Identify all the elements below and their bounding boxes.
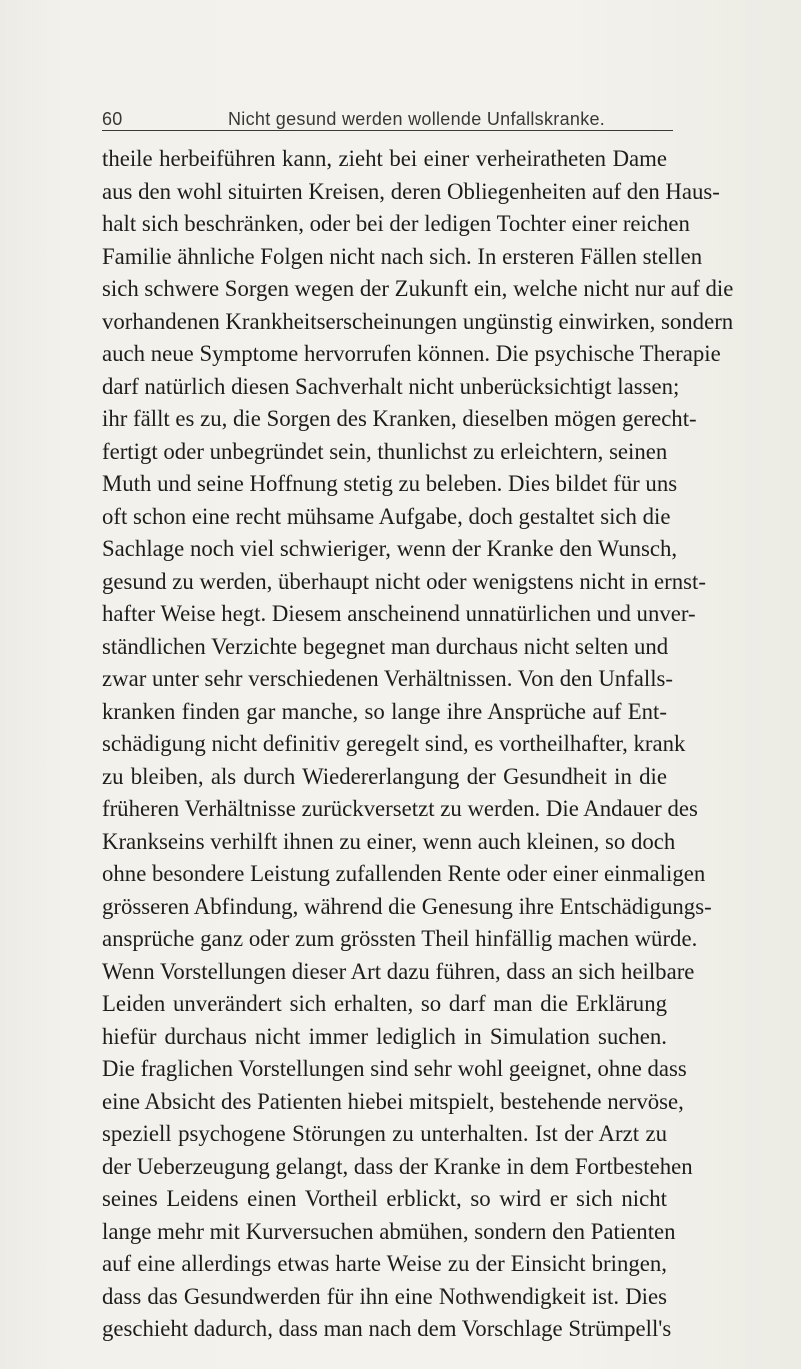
- text-line: hiefür durchaus nicht immer lediglich in Simulation suchen.: [102, 1023, 667, 1049]
- text-line: Familie ähnliche Folgen nicht nach sich. In ersteren Fällen stellen: [102, 243, 703, 269]
- text-line: ihr fällt es zu, die Sorgen des Kranken, dieselben mögen gerecht-: [102, 406, 697, 431]
- text-line: Die fraglichen Vorstellungen sind sehr wohl geeignet, ohne dass: [102, 1056, 687, 1081]
- text-line: oft schon eine recht mühsame Aufgabe, doch gestaltet sich die: [102, 503, 671, 529]
- text-line: Sachlage noch viel schwieriger, wenn der Kranke den Wunsch,: [102, 536, 678, 561]
- text-line: Wenn Vorstellungen dieser Art dazu führen, dass an sich heilbare: [102, 958, 695, 984]
- text-line: ansprüche ganz oder zum grössten Theil hinfällig machen würde.: [102, 926, 698, 951]
- page-number: 60: [102, 109, 123, 129]
- text-line: kranken finden gar manche, so lange ihre Ansprüche auf Ent-: [102, 698, 667, 724]
- text-line: theile herbeiführen kann, zieht bei einer verheiratheten Dame: [102, 146, 667, 171]
- text-line: vorhandenen Krankheitserscheinungen ungünstig einwirken, sondern: [102, 308, 734, 334]
- text-line: aus den wohl situirten Kreisen, deren Obliegenheiten auf den Haus-: [102, 178, 720, 204]
- text-line: Muth und seine Hoffnung stetig zu beleben. Dies bildet für uns: [102, 471, 678, 496]
- text-line: speziell psychogene Störungen zu unterhalten. Ist der Arzt zu: [102, 1121, 667, 1146]
- page-header: [102, 104, 673, 131]
- text-line: zu bleiben, als durch Wiedererlangung der Gesundheit in die: [102, 763, 667, 789]
- text-line: schädigung nicht definitiv geregelt sind, es vortheilhafter, krank: [102, 731, 686, 756]
- text-line: eine Absicht des Patienten hiebei mitspielt, bestehende nervöse,: [102, 1088, 684, 1114]
- text-line: fertigt oder unbegründet sein, thunlichst zu erleichtern, seinen: [102, 438, 668, 464]
- text-line: lange mehr mit Kurversuchen abmühen, sondern den Patienten: [102, 1218, 676, 1244]
- text-line: dass das Gesundwerden für ihn eine Nothwendigkeit ist. Dies: [102, 1283, 667, 1309]
- text-line: geschieht dadurch, dass man nach dem Vorschlage Strümpell's: [102, 1316, 672, 1341]
- text-line: hafter Weise hegt. Diesem anscheinend unnatürlichen und unver-: [102, 601, 696, 626]
- text-line: früheren Verhältnisse zurückversetzt zu werden. Die Andauer des: [102, 796, 698, 821]
- text-line: Krankseins verhilft ihnen zu einer, wenn auch kleinen, so doch: [102, 828, 676, 854]
- text-line: gesund zu werden, überhaupt nicht oder wenigstens nicht in ernst-: [102, 568, 706, 594]
- text-line: grösseren Abfindung, während die Genesung ihre Entschädigungs-: [102, 893, 712, 919]
- text-line: seines Leidens einen Vortheil erblickt, so wird er sich nicht: [102, 1186, 667, 1211]
- text-line: der Ueberzeugung gelangt, dass der Kranke in dem Fortbestehen: [102, 1153, 693, 1179]
- running-title: Nicht gesund werden wollende Unfallskranke.: [228, 109, 606, 129]
- text-line: auf eine allerdings etwas harte Weise zu der Einsicht bringen,: [102, 1251, 667, 1276]
- text-line: ständlichen Verzichte begegnet man durchaus nicht selten und: [102, 633, 669, 659]
- text-line: auch neue Symptome hervorrufen können. Die psychische Therapie: [102, 341, 721, 366]
- body-text: [102, 143, 734, 1346]
- text-line: Leiden unverändert sich erhalten, so darf man die Erklärung: [102, 991, 667, 1016]
- text-line: ohne besondere Leistung zufallenden Rente oder einer einmaligen: [102, 861, 706, 886]
- text-line: darf natürlich diesen Sachverhalt nicht unberücksichtigt lassen;: [102, 373, 680, 399]
- text-line: halt sich beschränken, oder bei der ledigen Tochter einer reichen: [102, 211, 690, 236]
- text-line: sich schwere Sorgen wegen der Zukunft ein, welche nicht nur auf die: [102, 276, 734, 301]
- text-line: zwar unter sehr verschiedenen Verhältnissen. Von den Unfalls-: [102, 666, 674, 691]
